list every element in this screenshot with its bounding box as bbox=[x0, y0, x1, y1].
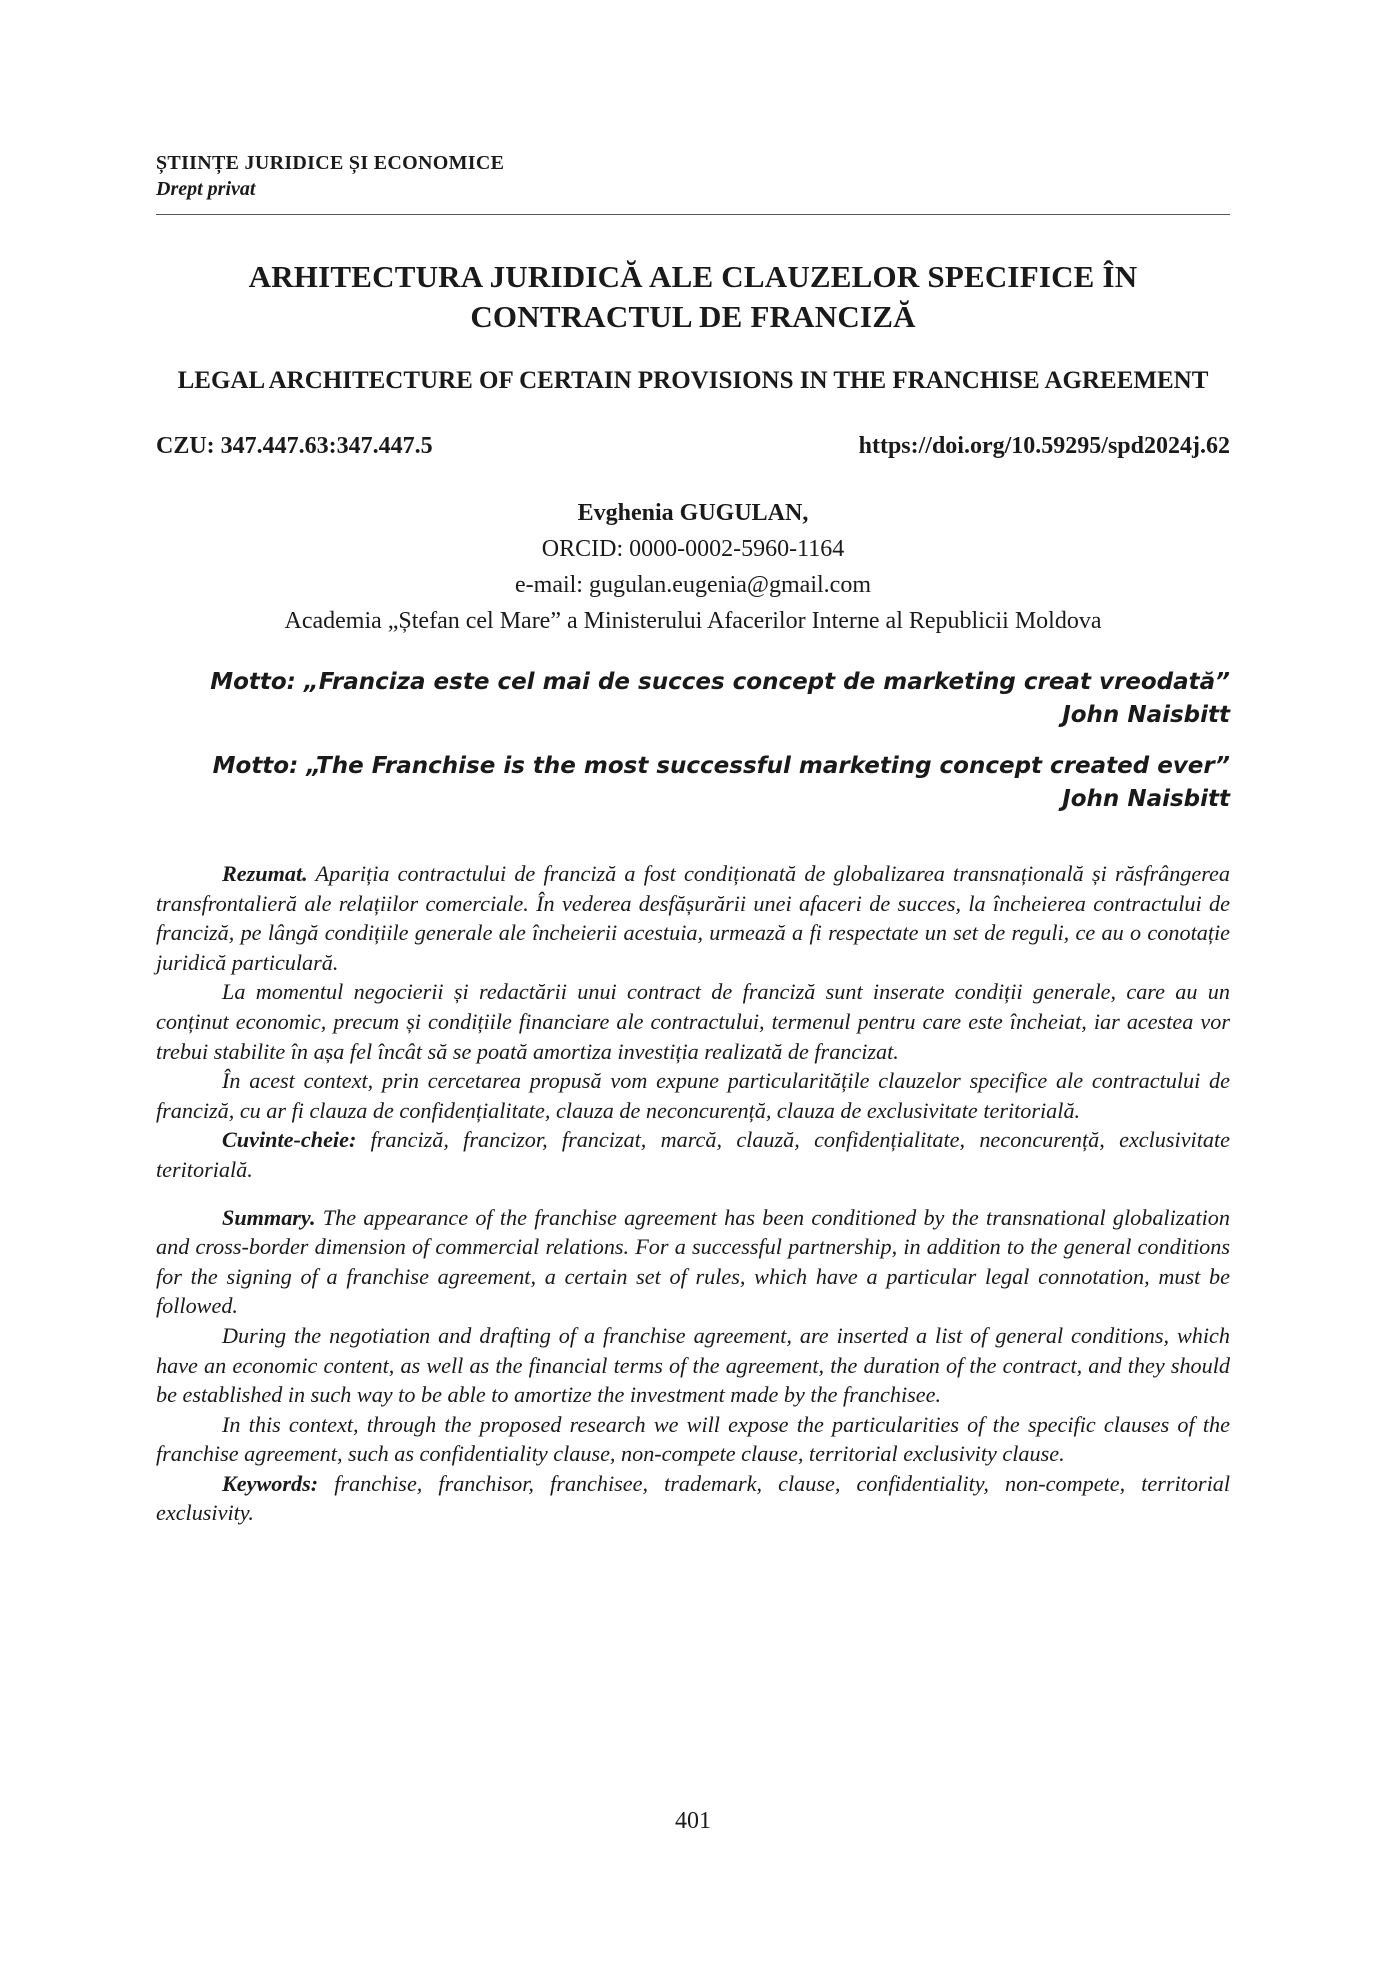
author-orcid: ORCID: 0000-0002-5960-1164 bbox=[541, 536, 845, 562]
motto-text: Motto: „The Franchise is the most successful marketing concept created ever” bbox=[212, 753, 1230, 779]
abstract-label: Rezumat. bbox=[222, 861, 308, 886]
keywords-label: Cuvinte-cheie: bbox=[222, 1127, 357, 1153]
motto-author: John Naisbitt bbox=[1062, 786, 1230, 812]
keywords-paragraph: Keywords: franchise, franchisor, franchisee, trademark, clause, confidentiality, non-compete, territorial exclusivity. bbox=[156, 1470, 1230, 1526]
motto-romanian bbox=[156, 666, 1230, 732]
title-romanian: ARHITECTURA JURIDICĂ ALE CLAUZELOR SPECIFICE ÎN CONTRACTUL DE FRANCIZĂ bbox=[248, 259, 1138, 334]
author-affiliation: Academia „Ștefan cel Mare” a Ministerului Afacerilor Interne al Republicii Moldova bbox=[284, 608, 1102, 634]
title-english: LEGAL ARCHITECTURE OF CERTAIN PROVISIONS IN THE FRANCHISE AGREEMENT bbox=[177, 367, 1209, 394]
motto-english bbox=[156, 750, 1230, 816]
abstract-paragraph: During the negotiation and drafting of a franchise agreement, are inserted a list of general conditions, which have an economic content, as well as the financial terms of the agreement, the duration of the contract, and they should be established in such way to be able to amortize the investment made by the franchisee. bbox=[156, 1322, 1230, 1408]
journal-section: ȘTIINȚE JURIDICE ȘI ECONOMICE bbox=[156, 152, 505, 174]
keywords-label: Keywords: bbox=[222, 1470, 319, 1496]
abstract-paragraph: In this context, through the proposed research we will expose the particularities of the specific clauses of the franchise agreement, such as confidentiality clause, non-compete clause, territorial exclusivity clause. bbox=[156, 1411, 1230, 1467]
page-content bbox=[156, 150, 1230, 1528]
abstract-romanian bbox=[156, 859, 1230, 1185]
abstract-label: Summary. bbox=[222, 1204, 316, 1230]
abstract-paragraph: Summary. The appearance of the franchise agreement has been conditioned by the transnational globalization and cross-border dimension of commercial relations. For a successful partnership, in addition to the general conditions for the signing of a franchise agreement, a certain set of rules, which have a particular legal connotation, must be followed. bbox=[156, 1204, 1230, 1319]
motto-text: Motto: „Franciza este cel mai de succes concept de marketing creat vreodată” bbox=[210, 669, 1230, 695]
author-block bbox=[156, 495, 1230, 639]
page-number: 401 bbox=[675, 1808, 711, 1834]
author-name: Evghenia GUGULAN, bbox=[577, 500, 809, 526]
abstract-paragraph: În acest context, prin cercetarea propusă vom expune particularitățile clauzelor specifice ale contractului de franciză, cu ar fi clauza de confidențialitate, clauza de neconcurență, clauza de exclusivitate teritorială. bbox=[156, 1068, 1230, 1123]
doi-link[interactable]: https://doi.org/10.59295/spd2024j.62 bbox=[858, 433, 1230, 459]
header-divider bbox=[156, 214, 1230, 215]
czu-code: CZU: 347.447.63:347.447.5 bbox=[156, 433, 433, 459]
abstract-english bbox=[156, 1203, 1230, 1529]
abstract-paragraph: Rezumat. Apariția contractului de franciză a fost condiționată de globalizarea transnațională și răsfrângerea transfrontalieră ale relațiilor comerciale. În vederea desfășurării unei afaceri de succes, la încheierea contractului de franciză, pe lângă condițiile generale ale încheierii acestuia, urmează a fi respectate un set de reguli, ce au o conotație juridică particulară. bbox=[156, 861, 1230, 975]
keywords-paragraph: Cuvinte-cheie: franciză, francizor, francizat, marcă, clauză, confidențialitate, neconcurență, exclusivitate teritorială. bbox=[156, 1127, 1230, 1182]
journal-subsection: Drept privat bbox=[156, 178, 256, 200]
motto-author: John Naisbitt bbox=[1062, 702, 1230, 728]
identifiers-row bbox=[156, 433, 1230, 460]
author-email[interactable]: e-mail: gugulan.eugenia@gmail.com bbox=[515, 572, 871, 598]
abstract-paragraph: La momentul negocierii și redactării unui contract de franciză sunt inserate condiții generale, care au un conținut economic, precum și condițiile financiare ale contractului, termenul pentru care este încheiat, iar acestea vor trebui stabilite în așa fel încât să se poată amortiza investiția realizată de francizat. bbox=[156, 979, 1230, 1064]
